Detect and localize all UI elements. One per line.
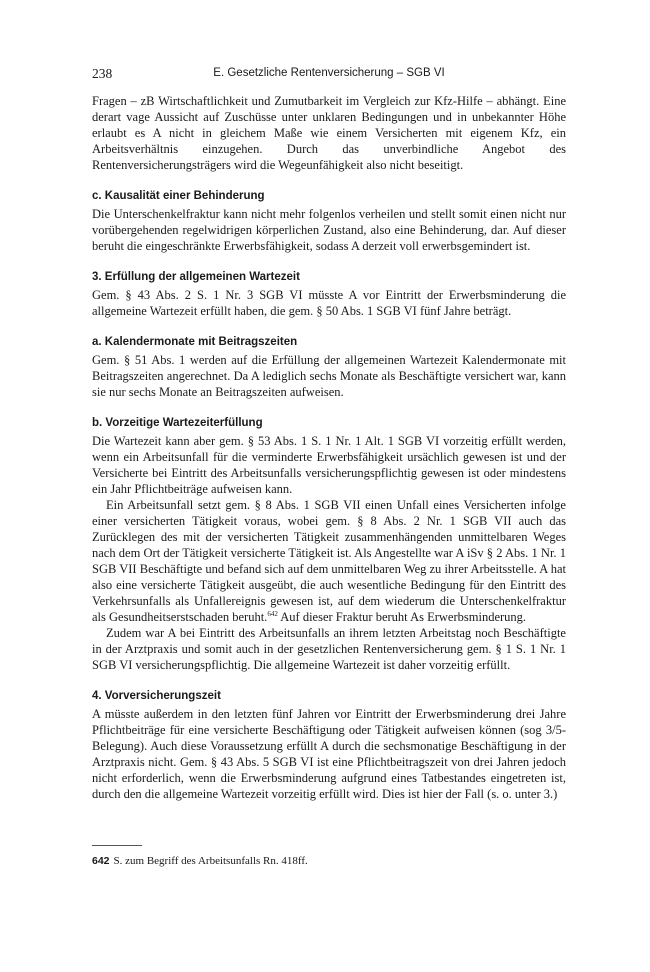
paragraph-a: Gem. § 51 Abs. 1 werden auf die Erfüllung der allgemeinen Wartezeit Kalendermonate mit Beitragszeiten angerechnet. Da A lediglich sechs Monate als Beschäftigte versichert war, kann sie nur sechs Monate an Beitragszeiten aufweisen. <box>92 353 566 399</box>
main-text <box>92 93 566 802</box>
heading-4: 4. Vorversicherungszeit <box>92 690 221 702</box>
paragraph-b1: Die Wartezeit kann aber gem. § 53 Abs. 1 S. 1 Nr. 1 Alt. 1 SGB VI vorzeitig erfüllt werden, wenn ein Arbeitsunfall für die verminderte Erwerbsfähigkeit ursächlich gewesen ist und der Versicherte bei Eintritt des Arbeitsunfalls versicherungspflichtig gewesen ist oder mindestens ein Jahr Pflichtbeiträge aufweisen kann. <box>92 434 566 496</box>
footnote-divider <box>92 845 142 846</box>
page-number: 238 <box>92 66 113 81</box>
footnote <box>92 854 566 868</box>
heading-a: a. Kalendermonate mit Beitragszeiten <box>92 336 298 348</box>
paragraph-4: A müsste außerdem in den letzten fünf Jahren vor Eintritt der Erwerbsminderung drei Jahre Pflichtbeiträge für eine versicherte Beschäftigung oder Tätigkeit aufweisen können (sog 3/5-Belegung). Auch diese Voraussetzung erfüllt A durch die sechsmonatige Beschäftigung in der Arztpraxis nicht. Gem. § 43 Abs. 5 SGB VI ist eine Pflichtbeitragszeit von drei Jahren jedoch nicht erforderlich, wenn die Erwerbsminderung aufgrund eines Tatbestandes eingetreten ist, durch den die allgemeine Wartezeit vorzeitig erfüllt wird. Dies ist hier der Fall (s. o. unter 3.) <box>92 707 566 801</box>
footnote-number: 642 <box>92 855 110 867</box>
running-title: E. Gesetzliche Rentenversicherung – SGB VI <box>213 67 445 79</box>
paragraph-c: Die Unterschenkelfraktur kann nicht mehr folgenlos verheilen und stellt somit einen nicht nur vorübergehenden regelwidrigen körperlichen Zustand, also eine Behinderung, dar. Auf dieser beruht die eingeschränkte Erwerbsfähigkeit, sodass A derzeit voll erwerbsgemindert ist. <box>92 207 566 253</box>
footnote-text: S. zum Begriff des Arbeitsunfalls Rn. 418ff. <box>113 855 308 867</box>
paragraph-b2-text: Ein Arbeitsunfall setzt gem. § 8 Abs. 1 SGB VII einen Unfall eines Versicherten infolge einer versicherten Tätigkeit voraus, wobei gem. § 8 Abs. 2 Nr. 1 SGB VII auch das Zurücklegen des mit der versicherten Tätigkeit zusammenhängenden unmittelbaren Weges nach dem Ort der Tätigkeit versicherte Tätigkeit ist. Als Angestellte war A iSv § 2 Abs. 1 Nr. 1 SGB VII Beschäftigte und befand sich auf dem unmittelbaren Weg zu ihrer Arbeitsstelle. A hat also eine versicherte Tätigkeit ausgeübt, die auch wesentliche Bedingung für den Eintritt des Verkehrsunfalls als Unfallereignis gewesen ist, auf dem wiederum die Unterschenkelfraktur als Gesundheitserstschaden beruht. <box>92 498 566 624</box>
running-header <box>92 66 556 84</box>
paragraph-b2-tail: Auf dieser Fraktur beruht As Erwerbsminderung. <box>277 610 527 624</box>
footnote-reference[interactable]: 642 <box>267 609 278 618</box>
paragraph-b3: Zudem war A bei Eintritt des Arbeitsunfalls an ihrem letzten Arbeitstag noch Beschäftigte in der Arztpraxis und somit auch in der gesetzlichen Rentenversicherung gem. § 1 S. 1 Nr. 1 SGB VI versicherungspflichtig. Die allgemeine Wartezeit ist daher vorzeitig erfüllt. <box>92 626 566 672</box>
paragraph-intro: Fragen – zB Wirtschaftlichkeit und Zumutbarkeit im Vergleich zur Kfz-Hilfe – abhängt. Eine derart vage Aussicht auf Zuschüsse unter unklaren Bedingungen und in unbekannter Höhe erlaubt es A nicht in gleichem Maße wie einem Versicherten mit eigenem Kfz, ein Arbeitsverhältnis einzugehen. Durch das unverbindliche Angebot des Rentenversicherungsträgers wird die Wegeunfähigkeit also nicht beseitigt. <box>92 94 566 172</box>
paragraph-b2 <box>92 497 566 625</box>
heading-c: c. Kausalität einer Behinderung <box>92 190 265 202</box>
heading-b: b. Vorzeitige Wartezeiterfüllung <box>92 417 263 429</box>
heading-3: 3. Erfüllung der allgemeinen Wartezeit <box>92 271 300 283</box>
paragraph-3: Gem. § 43 Abs. 2 S. 1 Nr. 3 SGB VI müsste A vor Eintritt der Erwerbsminderung die allgemeine Wartezeit erfüllt haben, die gem. § 50 Abs. 1 SGB VI fünf Jahre beträgt. <box>92 288 566 318</box>
footnote-area <box>92 845 566 868</box>
